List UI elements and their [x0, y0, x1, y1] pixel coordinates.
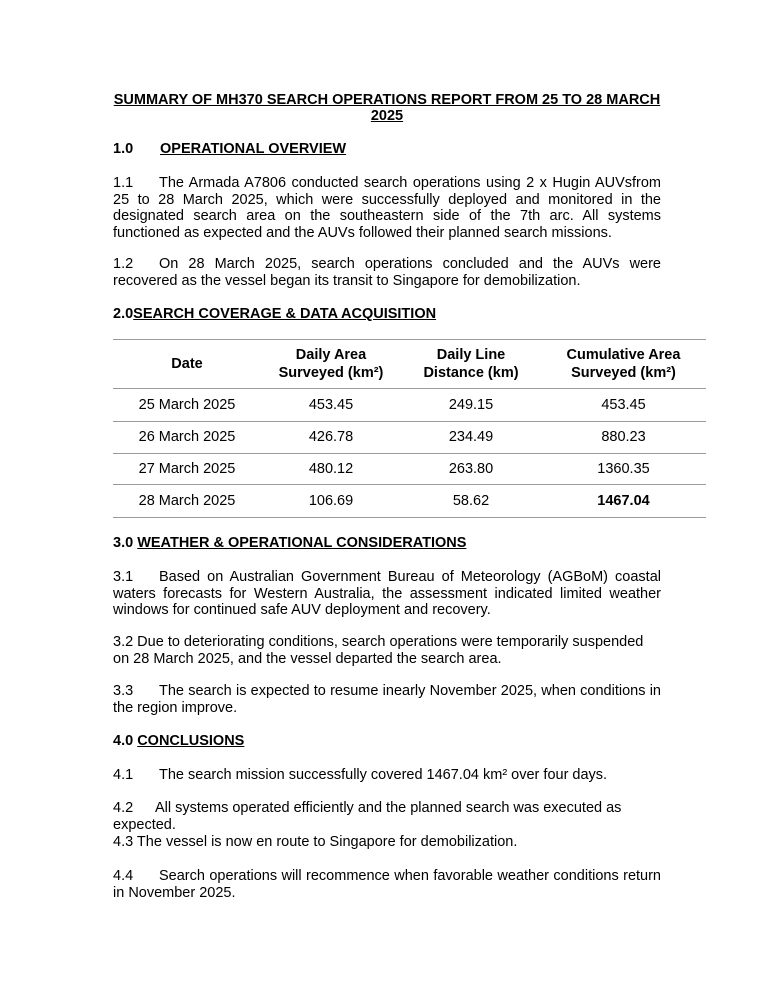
paragraph-4-4-number: 4.4 [113, 868, 134, 884]
paragraph-3-1-text: Based on Australian Government Bureau of Meteorology (AGBoM) coastal waters forecasts for Western Australia, the assessment indicated limited weather windows for continued safe AUV deployment and recovery. [113, 569, 661, 618]
cell-daily-line: 249.15 [401, 389, 541, 422]
paragraph-4-4 [113, 868, 661, 901]
section-4-number: 4.0 [113, 733, 134, 749]
table-row [113, 389, 706, 422]
table-header-row [113, 340, 706, 389]
paragraph-3-2 [113, 634, 661, 667]
paragraph-4-1-number: 4.1 [113, 767, 134, 783]
paragraph-1-1 [113, 175, 661, 241]
paragraph-3-3 [113, 683, 661, 716]
paragraph-4-2-number: 4.2 [113, 800, 134, 816]
table-row [113, 422, 706, 454]
cell-date: 25 March 2025 [113, 389, 261, 422]
section-2-number: 2.0 [113, 306, 134, 322]
header-cumulative-area: Cumulative Area Surveyed (km²) [541, 340, 706, 389]
paragraph-4-1-text: The search mission successfully covered 1467.04 km² over four days. [159, 767, 608, 783]
cell-cumulative-area: 880.23 [541, 422, 706, 454]
cell-cumulative-area: 1360.35 [541, 453, 706, 485]
header-daily-area: Daily Area Surveyed (km²) [261, 340, 401, 389]
cell-cumulative-area-total: 1467.04 [541, 485, 706, 518]
cell-date: 26 March 2025 [113, 422, 261, 454]
section-1-number: 1.0 [113, 141, 134, 157]
paragraph-3-3-number: 3.3 [113, 683, 134, 699]
section-2-heading [113, 306, 436, 322]
report-title [113, 92, 661, 124]
cell-daily-area: 106.69 [261, 485, 401, 518]
header-daily-line-distance: Daily Line Distance (km) [401, 340, 541, 389]
cell-cumulative-area: 453.45 [541, 389, 706, 422]
cell-date: 27 March 2025 [113, 453, 261, 485]
paragraph-3-2-text: 3.2 Due to deteriorating conditions, search operations were temporarily suspended on 28 March 2025, and the vessel departed the search area. [113, 634, 644, 667]
table-row [113, 453, 706, 485]
section-3-number: 3.0 [113, 535, 134, 551]
cell-daily-area: 480.12 [261, 453, 401, 485]
table-row [113, 485, 706, 518]
section-4-heading [113, 733, 244, 749]
paragraph-4-3-text: 4.3 The vessel is now en route to Singapore for demobilization. [113, 834, 518, 850]
cell-daily-line: 263.80 [401, 453, 541, 485]
paragraph-4-2 [113, 800, 661, 833]
cell-daily-line: 234.49 [401, 422, 541, 454]
cell-daily-line: 58.62 [401, 485, 541, 518]
cell-date: 28 March 2025 [113, 485, 261, 518]
paragraph-1-1-number: 1.1 [113, 175, 134, 191]
paragraph-4-3 [113, 834, 661, 851]
header-date: Date [113, 340, 261, 389]
paragraph-1-2 [113, 256, 661, 289]
section-3-title: WEATHER & OPERATIONAL CONSIDERATIONS [137, 535, 467, 551]
paragraph-3-1-number: 3.1 [113, 569, 134, 585]
search-coverage-table [113, 339, 706, 518]
paragraph-4-1 [113, 767, 661, 784]
report-title-line2: 2025 [370, 108, 404, 124]
paragraph-1-2-number: 1.2 [113, 256, 134, 272]
section-2-title: SEARCH COVERAGE & DATA ACQUISITION [133, 306, 437, 322]
paragraph-4-4-text: Search operations will recommence when favorable weather conditions return in November 2025. [113, 868, 661, 901]
paragraph-3-1 [113, 569, 661, 619]
cell-daily-area: 453.45 [261, 389, 401, 422]
paragraph-1-1-text: The Armada A7806 conducted search operations using 2 x Hugin AUVsfrom 25 to 28 March 2025, which were successfully deployed and monitored in the designated search area on the southeastern side of the 7th arc. All systems functioned as expected and the AUVs followed their planned search missions. [113, 175, 661, 241]
section-1-title: OPERATIONAL OVERVIEW [160, 141, 347, 157]
paragraph-1-2-text: On 28 March 2025, search operations concluded and the AUVs were recovered as the vessel began its transit to Singapore for demobilization. [113, 256, 661, 289]
paragraph-3-3-text: The search is expected to resume inearly November 2025, when conditions in the region improve. [113, 683, 661, 716]
section-3-heading [113, 535, 466, 551]
section-4-title: CONCLUSIONS [137, 733, 245, 749]
paragraph-4-2-text: All systems operated efficiently and the planned search was executed as expected. [113, 800, 622, 833]
section-1-heading [113, 141, 346, 157]
report-title-line1: SUMMARY OF MH370 SEARCH OPERATIONS REPORT FROM 25 TO 28 MARCH [113, 92, 661, 108]
cell-daily-area: 426.78 [261, 422, 401, 454]
